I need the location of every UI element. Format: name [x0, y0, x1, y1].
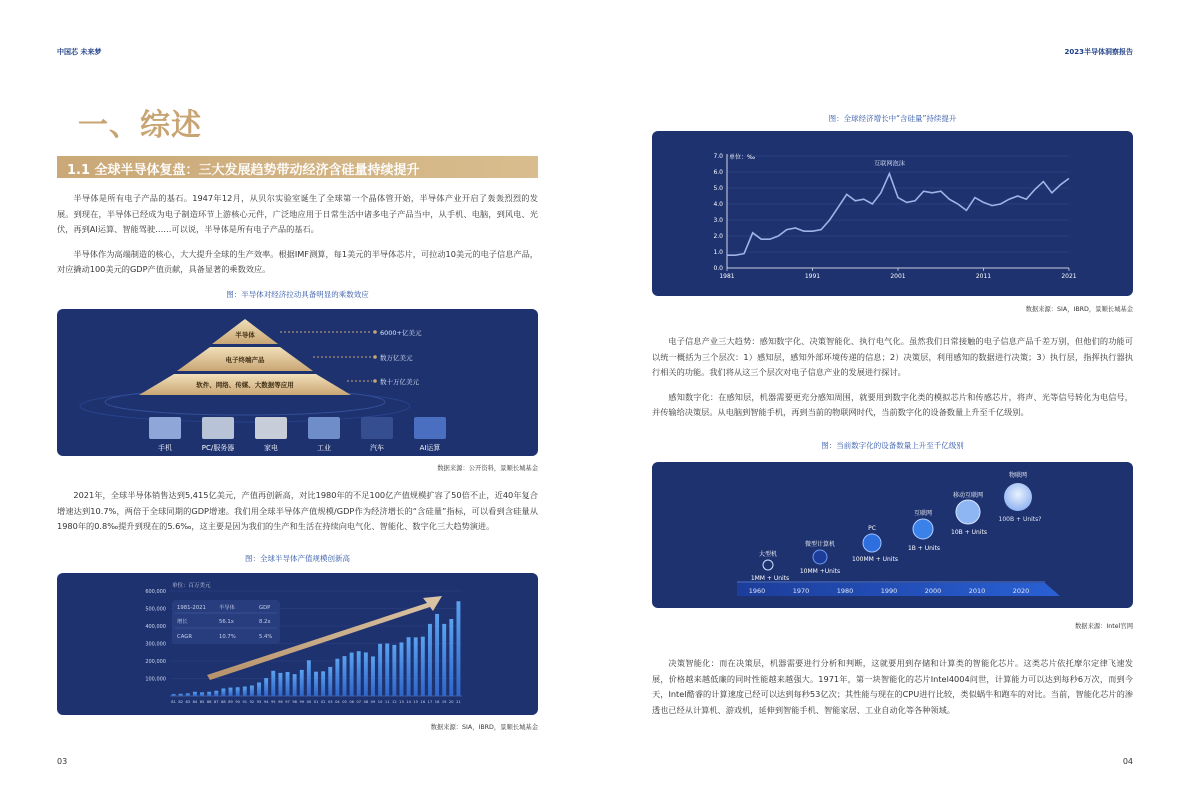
- bar: [364, 652, 368, 696]
- era-units: 10B + Units: [951, 529, 987, 536]
- device-label: 家电: [264, 444, 278, 452]
- era-units: 100B + Units?: [998, 516, 1042, 523]
- pc-server-image-icon: [202, 417, 234, 439]
- y-tick-label: 300,000: [145, 641, 166, 648]
- table-header: GDP: [259, 605, 271, 611]
- bar: [442, 624, 446, 696]
- y-tick-label: 3.0: [713, 217, 723, 224]
- bar: [193, 692, 197, 696]
- bar: [300, 670, 304, 696]
- era-node-mobile-internet: [956, 500, 980, 524]
- x-tick-label: 05: [342, 700, 347, 704]
- semiconductor-revenue-chart: [57, 573, 538, 715]
- bar: [221, 688, 225, 696]
- table-cell: CAGR: [177, 634, 193, 640]
- x-tick-label: 02: [320, 700, 326, 704]
- bar: [357, 651, 361, 696]
- paragraph: 半导体是所有电子产品的基石。1947年12月，从贝尔实验室诞生了全球第一个晶体管开始，半导体产业开启了轰轰烈烈的发展。到现在，半导体已经成为电子制造环节上游核心元件，广泛地应用于日常生活中诸多电子产品当中，从手机、电脑，到风电、光伏，再到AI运算、智能驾驶……可以说，半导体是所有电子产品的基石。: [57, 193, 538, 234]
- bar: [421, 637, 425, 696]
- x-tick-label: 99: [299, 700, 305, 704]
- paragraph: 2021年，全球半导体销售达到5,415亿美元，产值再创新高，对比1980年的不足100亿产值规模扩容了50倍不止，近40年复合增速达到10.7%，两倍于全球同期的GDP增速。我们用全球半导体产值规模/GDP作为经济增长的“含硅量”指标，可以看到含硅量从1980年的0.8‰提升到现在的5.6‰，这主要是因为我们的生产和生活在持续向电气化、智能化、数字化三大趋势演进。: [57, 490, 538, 531]
- era-name: 微型计算机: [804, 541, 836, 548]
- x-tick-label: 04: [335, 700, 340, 704]
- paragraph: 决策智能化：而在决策层，机器需要进行分析和判断，这就要用到存储和计算类的智能化芯片。这类芯片依托摩尔定律飞速发展，价格越来越低廉的同时性能越来越强大。1971年，第一块智能化的芯片Intel4004问世，计算能力可以达到每秒6万次，而到今天，Intel酷睿的计算速度已经可以达到每秒53亿次；其性能与现在的CPU进行比较，类似蜗牛和跑车的对比。当前，智能化芯片的渗透也已经从计算机、游戏机，延伸到智能手机、智能家居、工业自动化等各种领域。: [652, 658, 1133, 715]
- left-intro-text: [57, 191, 538, 278]
- x-tick-label: 06: [349, 700, 354, 704]
- bar: [378, 644, 382, 696]
- fig3-source: 数据来源：SIA，IBRD，景顺长城基金: [1025, 306, 1133, 313]
- fig1-source: 数据来源：公开资料，景顺长城基金: [437, 465, 538, 472]
- device-label: 汽车: [370, 444, 384, 452]
- bar: [293, 674, 297, 696]
- bar: [350, 653, 354, 696]
- x-tick-label: 08: [363, 700, 369, 704]
- tier-value: 数万亿美元: [380, 354, 413, 362]
- x-tick-label: 19: [441, 700, 447, 704]
- bar: [328, 667, 332, 696]
- x-tick-label: 1991: [804, 273, 821, 280]
- device-count-timeline: [652, 462, 1133, 608]
- x-tick-label: 1981: [719, 273, 735, 280]
- y-tick-label: 400,000: [145, 624, 166, 630]
- car-image-icon: [361, 417, 393, 439]
- era-name: 大型机: [758, 551, 778, 558]
- y-tick-label: 600,000: [145, 589, 166, 595]
- bubble-annotation: 互联网泡沫: [873, 160, 905, 168]
- bar: [250, 686, 254, 697]
- silicon-content-chart: [652, 131, 1133, 296]
- table-cell: 56.1x: [219, 619, 234, 625]
- y-tick-label: 200,000: [145, 659, 166, 665]
- x-tick-label: 11: [384, 700, 390, 704]
- x-tick-label: 03: [327, 700, 333, 704]
- year-tick: 2010: [968, 587, 986, 595]
- bar: [186, 693, 190, 696]
- x-tick-label: 95: [270, 700, 276, 704]
- paragraph: 感知数字化：在感知层，机器需要更充分感知周围，就要用到数字化类的模拟芯片和传感芯片，将声、光等信号转化为电信号，并传输给决策层。从电脑到智能手机，再到当前的物联网时代，当前数字化的设备数量上升至千亿级别。: [652, 391, 1133, 417]
- bar: [264, 678, 268, 696]
- y-tick-label: 5.0: [713, 185, 723, 192]
- era-node-pc: [863, 534, 881, 552]
- tier-label: 电子终端产品: [225, 356, 265, 364]
- bar-unit-label: 单位：百万美元: [172, 583, 211, 589]
- header-right: 2023半导体洞察报告: [1064, 48, 1133, 56]
- x-tick-label: 21: [456, 700, 461, 704]
- x-tick-label: 01: [313, 700, 319, 704]
- x-tick-label: 96: [278, 700, 283, 704]
- right-paragraph-3: [652, 656, 1133, 718]
- bar: [400, 642, 404, 696]
- bar: [172, 694, 176, 696]
- bar: [243, 687, 247, 696]
- bar: [314, 672, 318, 696]
- device-label: PC/服务器: [201, 444, 235, 452]
- table-header: 1981-2021: [177, 605, 206, 611]
- x-tick-label: 00: [306, 700, 312, 704]
- era-node-mainframe: [763, 560, 773, 570]
- tier-label: 半导体: [235, 331, 255, 339]
- x-tick-label: 10: [377, 700, 383, 704]
- fig2-source: 数据来源：SIA，IBRD，景顺长城基金: [430, 724, 538, 731]
- bar: [236, 687, 240, 696]
- x-tick-label: 17: [427, 700, 433, 704]
- page-number-left: 03: [57, 757, 68, 766]
- x-tick-label: 16: [420, 700, 426, 704]
- section-title: 一、综述: [78, 108, 202, 143]
- x-tick-label: 82: [178, 700, 183, 704]
- year-tick: 1980: [836, 587, 854, 595]
- era-node-iot: [1004, 483, 1032, 511]
- tier-value: 数十万亿美元: [380, 378, 419, 386]
- x-tick-label: 2011: [975, 273, 992, 280]
- right-intro-text: [652, 334, 1133, 421]
- bar: [179, 694, 183, 696]
- x-tick-label: 14: [406, 700, 411, 704]
- line-unit-label: 单位：‰: [729, 154, 756, 161]
- bar: [435, 614, 439, 696]
- bar: [307, 660, 311, 696]
- x-tick-label: 87: [214, 700, 219, 704]
- tier-label: 软件、网络、传媒、大数据等应用: [196, 381, 294, 389]
- x-tick-label: 20: [449, 700, 454, 704]
- x-tick-label: 84: [192, 700, 198, 704]
- device-label: 工业: [317, 444, 331, 452]
- bar-chart-svg: [57, 573, 538, 715]
- paragraph: 电子信息产业三大趋势：感知数字化、决策智能化、执行电气化。虽然我们日常接触的电子信息产品千差万别，但他们的功能可以统一概括为三个层次：1）感知层，感知外部环境传递的信息；2）决策层，利用感知的数据进行决策；3）执行层，指挥执行器执行相关的功能。我们将从这三个层次对电子信息产业的发展进行探讨。: [652, 336, 1133, 377]
- bar: [343, 656, 347, 696]
- era-units: 1MM + Units: [750, 575, 790, 582]
- bar: [229, 688, 233, 696]
- era-units: 100MM + Units: [852, 556, 898, 563]
- fig2-caption: 图：全球半导体产值规模创新高: [245, 554, 350, 563]
- y-tick-label: 4.0: [713, 201, 723, 208]
- era-name: 互联网: [913, 510, 933, 517]
- ai-chip-image-icon: [414, 417, 446, 439]
- bar: [414, 637, 418, 696]
- y-tick-label: 6.0: [713, 169, 723, 176]
- x-tick-label: 91: [242, 700, 248, 704]
- phone-image-icon: [149, 417, 181, 439]
- x-tick-label: 98: [292, 700, 297, 704]
- table-cell: 8.2x: [259, 619, 271, 625]
- appliance-image-icon: [255, 417, 287, 439]
- y-tick-label: 100,000: [145, 676, 166, 683]
- x-tick-label: 09: [370, 700, 376, 704]
- table-header: 半导体: [219, 605, 235, 611]
- era-units: 1B + Units: [907, 545, 941, 552]
- y-tick-label: 0.0: [713, 265, 723, 272]
- year-band: [737, 583, 1060, 596]
- x-tick-label: 12: [392, 700, 397, 704]
- x-tick-label: 81: [171, 700, 176, 704]
- era-node-minicomputer: [813, 550, 827, 564]
- line-chart-svg: [652, 131, 1133, 296]
- pyramid-svg: [57, 309, 538, 456]
- bar: [207, 692, 211, 696]
- subsection-title: 1.1 全球半导体复盘：三大发展趋势带动经济含硅量持续提升: [57, 156, 538, 178]
- x-tick-label: 93: [256, 700, 262, 704]
- bar: [286, 672, 290, 696]
- x-tick-label: 97: [285, 700, 290, 704]
- bar: [407, 637, 411, 696]
- bar: [449, 619, 453, 696]
- x-tick-label: 15: [413, 700, 418, 704]
- header-left: 中国芯 未来梦: [57, 48, 102, 56]
- bar: [200, 692, 204, 696]
- x-tick-label: 89: [228, 700, 233, 704]
- tier-value: 6000+亿美元: [380, 329, 422, 337]
- device-label: AI运算: [419, 444, 441, 452]
- year-tick: 2020: [1012, 587, 1030, 595]
- x-tick-label: 2001: [890, 273, 906, 280]
- x-tick-label: 94: [263, 700, 269, 704]
- y-tick-label: 1.0: [713, 249, 723, 256]
- x-tick-label: 92: [249, 700, 255, 704]
- x-tick-label: 90: [235, 700, 240, 704]
- year-tick: 1990: [880, 587, 898, 595]
- bar: [371, 656, 375, 696]
- bar: [257, 683, 261, 696]
- device-label: 手机: [158, 444, 172, 452]
- fig1-caption: 图：半导体对经济拉动具备明显的乘数效应: [226, 290, 369, 299]
- timeline-svg: [652, 462, 1133, 608]
- x-tick-label: 07: [356, 700, 362, 704]
- bar: [428, 624, 432, 696]
- era-name: 移动互联网: [952, 492, 984, 499]
- y-tick-label: 500,000: [145, 606, 166, 613]
- multiplier-pyramid-figure: [57, 309, 538, 456]
- bar: [321, 671, 325, 696]
- bar: [214, 691, 218, 696]
- x-tick-label: 83: [185, 700, 191, 704]
- x-tick-label: 2021: [1061, 273, 1077, 280]
- x-tick-label: 18: [434, 700, 440, 704]
- era-name: 物联网: [1008, 472, 1028, 479]
- table-cell: 10.7%: [219, 634, 236, 640]
- page-number-right: 04: [1122, 757, 1133, 766]
- era-units: 10MM +Units: [799, 568, 841, 575]
- device-icons: [149, 417, 446, 439]
- y-tick-label: 7.0: [713, 153, 723, 160]
- year-tick: 2000: [924, 587, 942, 595]
- left-paragraph-3: [57, 488, 538, 535]
- bar: [385, 644, 389, 697]
- fig4-caption: 图：当前数字化的设备数量上升至千亿级别: [821, 441, 964, 450]
- fig4-source: 数据来源：Intel官网: [1074, 623, 1133, 630]
- year-tick: 1970: [792, 587, 810, 595]
- era-name: PC: [868, 525, 876, 532]
- silicon-content-line: [727, 174, 1069, 256]
- bar: [278, 673, 282, 696]
- x-tick-label: 13: [399, 700, 404, 704]
- fig3-caption: 图：全球经济增长中“含硅量”持续提升: [828, 114, 957, 123]
- bar: [335, 659, 339, 696]
- x-tick-label: 85: [199, 700, 205, 704]
- year-tick: 1960: [748, 587, 766, 595]
- industrial-image-icon: [308, 417, 340, 439]
- bar: [392, 645, 396, 696]
- y-tick-label: 2.0: [713, 233, 723, 240]
- era-node-internet: [913, 519, 933, 539]
- x-tick-label: 86: [206, 700, 212, 704]
- table-cell: 5.4%: [259, 634, 273, 640]
- x-tick-label: 88: [221, 700, 226, 704]
- bar: [271, 671, 275, 696]
- table-cell: 增长: [177, 619, 188, 625]
- paragraph: 半导体作为高端制造的核心，大大提升全球的生产效率。根据IMF测算，每1美元的半导体芯片，可拉动10美元的电子信息产品，对应撬动100美元的GDP产值贡献，具备显著的乘数效应。: [57, 248, 538, 274]
- bar: [456, 601, 460, 696]
